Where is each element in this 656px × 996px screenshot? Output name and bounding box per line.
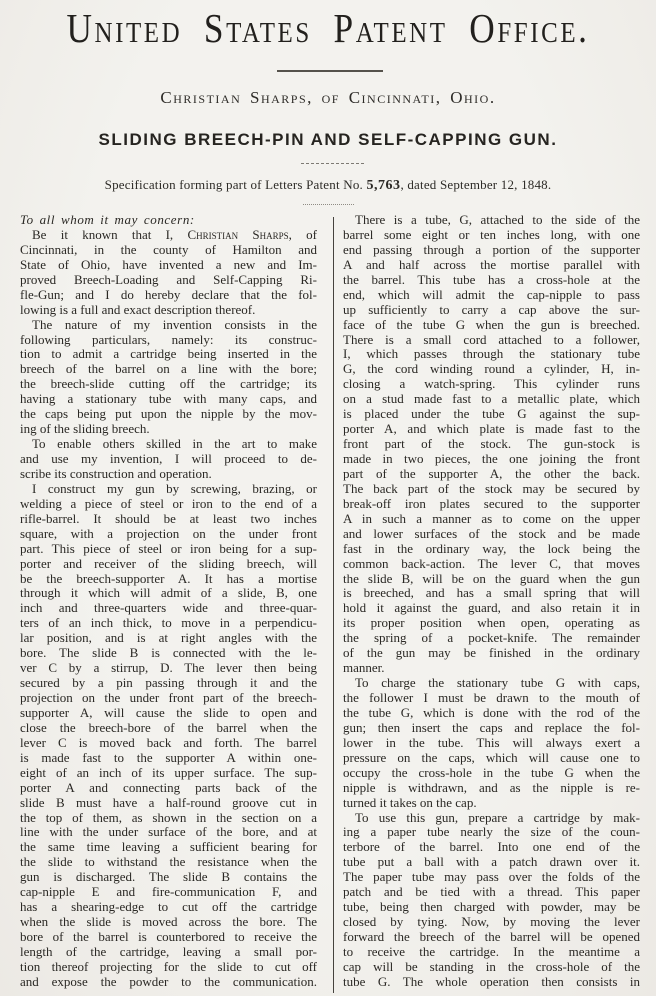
specification-suffix: , dated September 12, 1848. bbox=[400, 177, 552, 192]
text-line: the caps being put upon the nipple by the mov- bbox=[20, 406, 317, 422]
text-line: lever C is moved back and forth. The barrel bbox=[20, 734, 317, 750]
patentee-name-inline: Christian Sharps bbox=[187, 226, 289, 242]
text-line: and lower surfaces of the stock and be made bbox=[343, 525, 640, 541]
patent-number: 5,763 bbox=[366, 178, 401, 193]
text-line: its proper position when open, operating as bbox=[343, 615, 640, 631]
text-line: fast in the ordinary way, the lock being the bbox=[343, 540, 640, 556]
text-line: ing a paper tube nearly the size of the coun- bbox=[343, 824, 640, 840]
text-line: length of the cartridge, leaving a small por- bbox=[20, 943, 317, 959]
text-line: cap will be standing in the cross-hole of the bbox=[343, 958, 640, 974]
text-line: on a stud made fast to a metallic plate, which bbox=[343, 391, 640, 407]
text-line: The back part of the stock may be secured by bbox=[343, 480, 640, 496]
text-line: closing a watch-spring. This cylinder runs bbox=[343, 376, 640, 392]
text-line: The nature of my invention consists in the bbox=[32, 316, 317, 332]
text-line: made in two pieces, the one joining the front bbox=[343, 451, 640, 466]
text-line: secured by a pin passing through it and the bbox=[20, 675, 317, 691]
text-line: There is a tube, G, attached to the side of the bbox=[355, 212, 640, 227]
text-line: cap-nipple E and fire-communication F, and bbox=[20, 884, 317, 900]
text-line: of the gun may be finished in the ordinary bbox=[343, 645, 640, 661]
column-divider bbox=[333, 217, 334, 993]
text-line: having a stationary tube with many caps, and bbox=[20, 391, 317, 407]
text-line: fle-Gun; and I do hereby declare that the fol- bbox=[20, 286, 317, 302]
text-line: end passing through a portion of the supporter bbox=[343, 241, 640, 257]
text-line: line with the under surface of the bore, and at bbox=[20, 824, 317, 840]
text-line: inch and three-quarters wide and three-quar- bbox=[20, 600, 317, 616]
invention-title: SLIDING BREECH-PIN AND SELF-CAPPING GUN. bbox=[98, 130, 558, 149]
text-line: and expose the powder to the communication. bbox=[20, 973, 317, 989]
text-line: To charge the stationary tube G with caps, bbox=[355, 675, 640, 691]
text-line: ters of an inch thick, to move in a perpendicu- bbox=[20, 615, 317, 631]
text-line: I, which passes through the stationary tube bbox=[343, 346, 640, 362]
text-line: to receive the cartridge. In the meantime a bbox=[343, 943, 640, 959]
text-line: forward the breech of the barrel will be opened bbox=[343, 929, 640, 944]
text-line: gun; then insert the caps and replace the fol- bbox=[343, 719, 640, 735]
text-line: up sufficiently to carry a cap above the sur- bbox=[343, 301, 640, 317]
text-line: tion to admit a cartridge being inserted in the bbox=[20, 346, 317, 362]
dashed-rule bbox=[301, 163, 364, 164]
text-line: gun is discharged. The slide B contains the bbox=[20, 869, 317, 885]
text-line: barrel some eight or ten inches long, with one bbox=[343, 226, 640, 242]
text-line: square, with a projection on the under front bbox=[20, 525, 317, 541]
text-line: To enable others skilled in the art to make bbox=[32, 436, 317, 452]
text-line: end, which will admit the cap-nipple to pass bbox=[343, 286, 640, 302]
text-line: To use this gun, prepare a cartridge by mak- bbox=[355, 809, 640, 825]
text-line: the same time leaving a sufficient bearing for bbox=[20, 839, 317, 855]
text-line: and use my invention, I will proceed to de- bbox=[20, 451, 317, 466]
text-line: the follower I must be drawn to the mouth of bbox=[343, 690, 640, 705]
text-line: lar position, and is at right angles with the bbox=[20, 630, 317, 646]
text-line: face of the tube G when the gun is breeched. bbox=[343, 316, 640, 332]
text-line: is placed under the tube G against the sup- bbox=[343, 406, 640, 422]
text-line: ver C by a stirrup, D. The lever then being bbox=[20, 660, 317, 676]
text-line: has a shearing-edge to cut off the cartridge bbox=[20, 899, 317, 915]
text-line: A and half across the mortise parallel with bbox=[343, 256, 640, 272]
text-line: manner. bbox=[343, 660, 385, 676]
text-line: State of Ohio, have invented a new and Im- bbox=[20, 256, 317, 272]
text-line: pressure on the caps, which will cause one to bbox=[343, 749, 640, 765]
text-line: part. This piece of steel or iron being for a sup- bbox=[20, 540, 317, 556]
text-line: tube put a ball with a patch drawn over it. bbox=[343, 854, 640, 870]
text-line: eight of an inch of its upper surface. The sup- bbox=[20, 764, 317, 780]
text-line: bore. The slide B is connected with the le- bbox=[20, 645, 317, 661]
text-line: tube, being then charged with powder, may be bbox=[343, 899, 640, 915]
text-line: hold it against the guard, and also retain it in bbox=[343, 600, 640, 616]
text-line: the slide B, will be on the guard when the gun bbox=[343, 570, 640, 586]
text-line: close the breech-bore of the barrel when the bbox=[20, 719, 317, 735]
text-line: front part of the stock. The gun-stock is bbox=[343, 436, 640, 452]
text-line: The paper tube may pass over the folds of the bbox=[343, 869, 640, 885]
text-line: be the breech-supporter A. It has a mortise bbox=[20, 570, 317, 586]
text-line: porter A, and which plate is made fast to the bbox=[343, 421, 640, 437]
page-title: United States Patent Office. bbox=[66, 5, 590, 51]
left-column bbox=[20, 213, 317, 990]
text-line: Cincinnati, in the county of Hamilton and bbox=[20, 241, 317, 257]
text-line: slide B must have a half-round groove cut in bbox=[20, 794, 317, 810]
text-line: tube G. The whole operation then consists in bbox=[343, 973, 640, 989]
text-line: the tube G, which is done with the rod of the bbox=[343, 704, 640, 720]
text-line: through it which will admit of a slide, B, one bbox=[20, 585, 317, 601]
text-line: supporter A, will cause the slide to open and bbox=[20, 704, 317, 720]
text-line: break-off iron plates secured to the supporter bbox=[343, 495, 640, 511]
text-line: the top of them, as shown in the section on a bbox=[20, 809, 317, 825]
text-line: lower in the tube. This will always exert a bbox=[343, 734, 640, 750]
text-line: terbore of the barrel. Into one end of the bbox=[343, 839, 640, 855]
text-line: part of the supporter A, the other the back. bbox=[343, 465, 640, 481]
text-line: proved Breech-Loading and Self-Capping Ri- bbox=[20, 271, 317, 287]
text-line: nipple is withdrawn, and as the nipple is re- bbox=[343, 779, 640, 795]
text-line: patch and be tied with a thread. This paper bbox=[343, 884, 640, 900]
text-line: bore of the barrel is counterbored to receive the bbox=[20, 929, 317, 944]
text-line: rifle-barrel. It should be at least two inches bbox=[20, 510, 317, 526]
text-line: the spring of a pocket-knife. The remainder bbox=[343, 630, 640, 646]
text-line: when the slide is moved across the bore. The bbox=[20, 914, 317, 930]
text-line: common back-action. The lever C, that moves bbox=[343, 555, 640, 571]
text-line: To all whom it may concern: bbox=[20, 212, 195, 227]
text-line: projection on the under front part of the breech- bbox=[20, 690, 317, 705]
text-line: ing of the sliding breech. bbox=[20, 421, 150, 437]
text-line: tion thereof projecting for the slide to cut off bbox=[20, 958, 317, 974]
text-line: occupy the cross-hole in the tube G when the bbox=[343, 764, 640, 780]
text-line: the breech-slide cutting off the cartridge; its bbox=[20, 376, 317, 392]
right-column bbox=[343, 213, 640, 990]
text-line: closed by tying. Now, by moving the lever bbox=[343, 914, 640, 930]
text-line: I construct my gun by screwing, brazing, or bbox=[32, 480, 317, 496]
text-line: A in such a manner as to come on the upper bbox=[343, 510, 640, 526]
text-line: turned it takes on the cap. bbox=[343, 794, 477, 810]
text-line: the barrel. This tube has a cross-hole at the bbox=[343, 271, 640, 287]
title-horizontal-rule bbox=[277, 70, 383, 72]
specification-prefix: Specification forming part of Letters Patent No. bbox=[104, 177, 367, 192]
text-line: is breeched, and has a small spring that will bbox=[343, 585, 640, 601]
text-line: welding a piece of steel or iron to the end of a bbox=[20, 495, 317, 511]
text-line: G, the cord winding round a cylinder, H, in- bbox=[343, 361, 640, 377]
text-line: Be it known that I, Christian Sharps, of bbox=[32, 226, 317, 242]
text-line: breech of the barrel on a line with the bore; bbox=[20, 361, 317, 377]
text-line: porter A and connecting parts back of the bbox=[20, 779, 317, 795]
text-line: is made fast to the supporter A within one- bbox=[20, 749, 317, 765]
patentee-line: Christian Sharps, of Cincinnati, Ohio. bbox=[160, 88, 496, 107]
text-line: There is a small cord attached to a follower, bbox=[343, 331, 640, 347]
text-line: the slide to withstand the resistance when the bbox=[20, 854, 317, 870]
text-line: scribe its construction and operation. bbox=[20, 465, 212, 481]
text-line: porter and receiver of the sliding breech, will bbox=[20, 555, 317, 571]
specification-line bbox=[0, 177, 656, 194]
text-line: following particulars, namely: its construc- bbox=[20, 331, 317, 347]
dotted-rule bbox=[303, 204, 354, 205]
text-line: lowing is a full and exact description thereof. bbox=[20, 301, 256, 317]
